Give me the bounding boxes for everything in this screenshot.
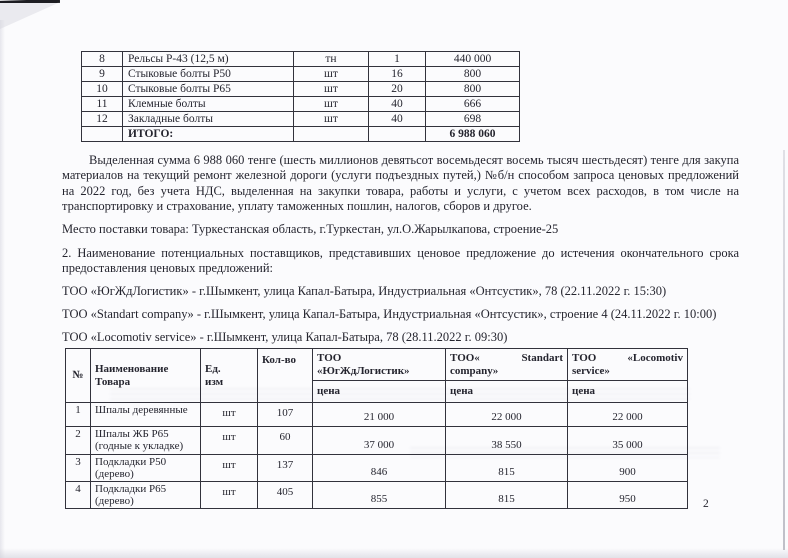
- header-product-name-line1: Наименование: [95, 362, 169, 375]
- summary-row: [82, 112, 520, 127]
- cell-qty: 1: [369, 52, 426, 67]
- header-supplier: [446, 349, 568, 381]
- cell-unit: шт: [201, 403, 258, 427]
- cell-name: Закладные болты: [123, 112, 294, 127]
- header-price-label: цена: [313, 381, 446, 403]
- header-price-label: цена: [568, 381, 688, 403]
- cell-unit: шт: [201, 427, 258, 455]
- cell-qty: 40: [369, 97, 426, 112]
- cell-price: 800: [426, 82, 520, 97]
- quote-row: [66, 427, 688, 455]
- cell-name: Стыковые болты Р65: [123, 82, 294, 97]
- scan-left-edge: [0, 20, 5, 558]
- cell-price: 800: [426, 67, 520, 82]
- cell-qty: 107: [258, 403, 313, 427]
- cell-no: [82, 127, 123, 142]
- header-product-name-line2: Товара: [95, 375, 131, 388]
- cell-name: Стыковые болты Р50: [123, 67, 294, 82]
- name-line1: Шпалы ЖБ Р65: [95, 428, 169, 440]
- cell-qty: 20: [369, 82, 426, 97]
- name-line2: (дерево): [95, 495, 134, 507]
- name-line1: Подкладки Р50: [95, 456, 167, 468]
- quote-row: [66, 455, 688, 482]
- header-supplier: [313, 349, 446, 381]
- supplier-line: ТОО «Locomotiv service» - г.Шымкент, улица Капал-Батыра, 78 (28.11.2022 г. 09:30): [62, 329, 508, 344]
- cell-qty: 405: [258, 482, 313, 509]
- supplier-name-left: ТОО: [317, 352, 342, 364]
- summary-row: [82, 82, 520, 97]
- quote-row: [66, 482, 688, 509]
- cell-name: ИТОГО:: [123, 127, 294, 142]
- cell-price: 35 000: [568, 427, 688, 455]
- scan-right-edge: [783, 150, 785, 550]
- supplier-line: ТОО «Standart company» - г.Шымкент, улица Капал-Батыра, Индустриальная «Онтсустик», строение 4 (24.11.2022 г. 10:00): [62, 306, 717, 321]
- cell-no: 10: [82, 82, 123, 97]
- cell-no: 3: [66, 455, 91, 482]
- cell-no: 4: [66, 482, 91, 509]
- suppliers-list: [62, 284, 739, 352]
- cell-name: [91, 403, 201, 427]
- supplier-name-line1: [450, 352, 563, 365]
- cell-price: 846: [313, 455, 446, 482]
- cell-price: 698: [426, 112, 520, 127]
- supplier-name-line1: [572, 352, 683, 365]
- cell-price: 6 988 060: [426, 127, 520, 142]
- cell-no: 8: [82, 52, 123, 67]
- price-quotes-table: [65, 348, 688, 509]
- cell-name: Рельсы Р-43 (12,5 м): [123, 52, 294, 67]
- supplier-name-left: ТОО: [572, 352, 597, 364]
- cell-price: 900: [568, 455, 688, 482]
- header-no: №: [66, 349, 91, 403]
- cell-no: 12: [82, 112, 123, 127]
- supplier-name-right: «Locomotiv: [627, 352, 683, 364]
- name-line2: (дерево): [95, 468, 134, 480]
- cell-qty: 60: [258, 427, 313, 455]
- cell-name: [91, 482, 201, 509]
- name-line1: Подкладки Р65: [95, 483, 167, 495]
- header-supplier: [568, 349, 688, 381]
- cell-unit: шт: [201, 482, 258, 509]
- quote-header-row-1: [66, 349, 688, 381]
- cell-unit: шт: [201, 455, 258, 482]
- cell-price: 666: [426, 97, 520, 112]
- summary-row: [82, 52, 520, 67]
- materials-summary-table: [81, 51, 520, 142]
- cell-price: 855: [313, 482, 446, 509]
- cell-unit: шт: [294, 97, 369, 112]
- name-line2: (годные к укладке): [95, 440, 184, 452]
- cell-unit: [294, 127, 369, 142]
- scan-bottom-shadow: [0, 548, 788, 558]
- delivery-place-line: Место поставки товара: Туркестанская область, г.Туркестан, ул.О.Жарылкапова, строение-25: [62, 222, 559, 236]
- supplier-name-left: ТОО«: [450, 352, 480, 364]
- cell-unit: тн: [294, 52, 369, 67]
- cell-no: 11: [82, 97, 123, 112]
- cell-qty: 137: [258, 455, 313, 482]
- page-number: 2: [703, 498, 709, 510]
- cell-no: 2: [66, 427, 91, 455]
- quote-row: [66, 403, 688, 427]
- cell-unit: шт: [294, 67, 369, 82]
- header-product-name: [91, 349, 201, 403]
- cell-name: [91, 427, 201, 455]
- cell-unit: шт: [294, 82, 369, 97]
- cell-price: 22 000: [568, 403, 688, 427]
- section2-heading: 2. Наименование потенциальных поставщиков, представивших ценовое предложение до истечения окончательного срока предоставления ценовых предложений:: [62, 246, 739, 276]
- header-price-label: цена: [446, 381, 568, 403]
- allocated-sum-paragraph: Выделенная сумма 6 988 060 тенге (шесть миллионов девятьсот восемьдесят восемь тысяч шестьдесят) тенге для закупа материалов на текущий ремонт железной дороги (услуги подъездных путей,) №б/н способом запроса ценовых предложений на 2022 год, без учета НДС, выделенная на закупки товара, работы и услуги, с учетом всех расходов, в том числе на транспортировку и страхование, уплату таможенных пошлин, налогов, сборов и другое.: [62, 153, 739, 213]
- cell-name: Клемные болты: [123, 97, 294, 112]
- cell-name: [91, 455, 201, 482]
- summary-row: [82, 67, 520, 82]
- header-unit-line1: Ед.: [205, 362, 221, 375]
- cell-qty: 40: [369, 112, 426, 127]
- cell-price: 38 550: [446, 427, 568, 455]
- scan-corner-shadow: [0, 3, 58, 29]
- supplier-name-right: Standart: [521, 352, 563, 364]
- cell-price: 21 000: [313, 403, 446, 427]
- header-unit: [201, 349, 258, 403]
- supplier-line: ТОО «ЮгЖдЛогистик» - г.Шымкент, улица Капал-Батыра, Индустриальная «Онтсустик», 78 (22.11.2022 г. 15:30): [62, 284, 667, 298]
- cell-price: 440 000: [426, 52, 520, 67]
- supplier-name-line2: «ЮгЖдЛогистик»: [317, 365, 410, 377]
- supplier-name-line1: [317, 352, 441, 365]
- cell-price: 22 000: [446, 403, 568, 427]
- supplier-name-line2: company»: [450, 365, 499, 377]
- cell-qty: [369, 127, 426, 142]
- summary-row: [82, 127, 520, 142]
- cell-price: 815: [446, 482, 568, 509]
- cell-qty: 16: [369, 67, 426, 82]
- cell-no: 1: [66, 403, 91, 427]
- summary-row: [82, 97, 520, 112]
- name-line1: Шпалы деревянные: [95, 404, 188, 416]
- cell-no: 9: [82, 67, 123, 82]
- cell-price: 37 000: [313, 427, 446, 455]
- cell-price: 815: [446, 455, 568, 482]
- materials-summary-body: [82, 52, 520, 142]
- cell-unit: шт: [294, 112, 369, 127]
- header-qty: Кол-во: [258, 349, 313, 403]
- supplier-name-line2: service»: [572, 365, 610, 377]
- cell-price: 950: [568, 482, 688, 509]
- header-unit-line2: изм: [205, 375, 224, 388]
